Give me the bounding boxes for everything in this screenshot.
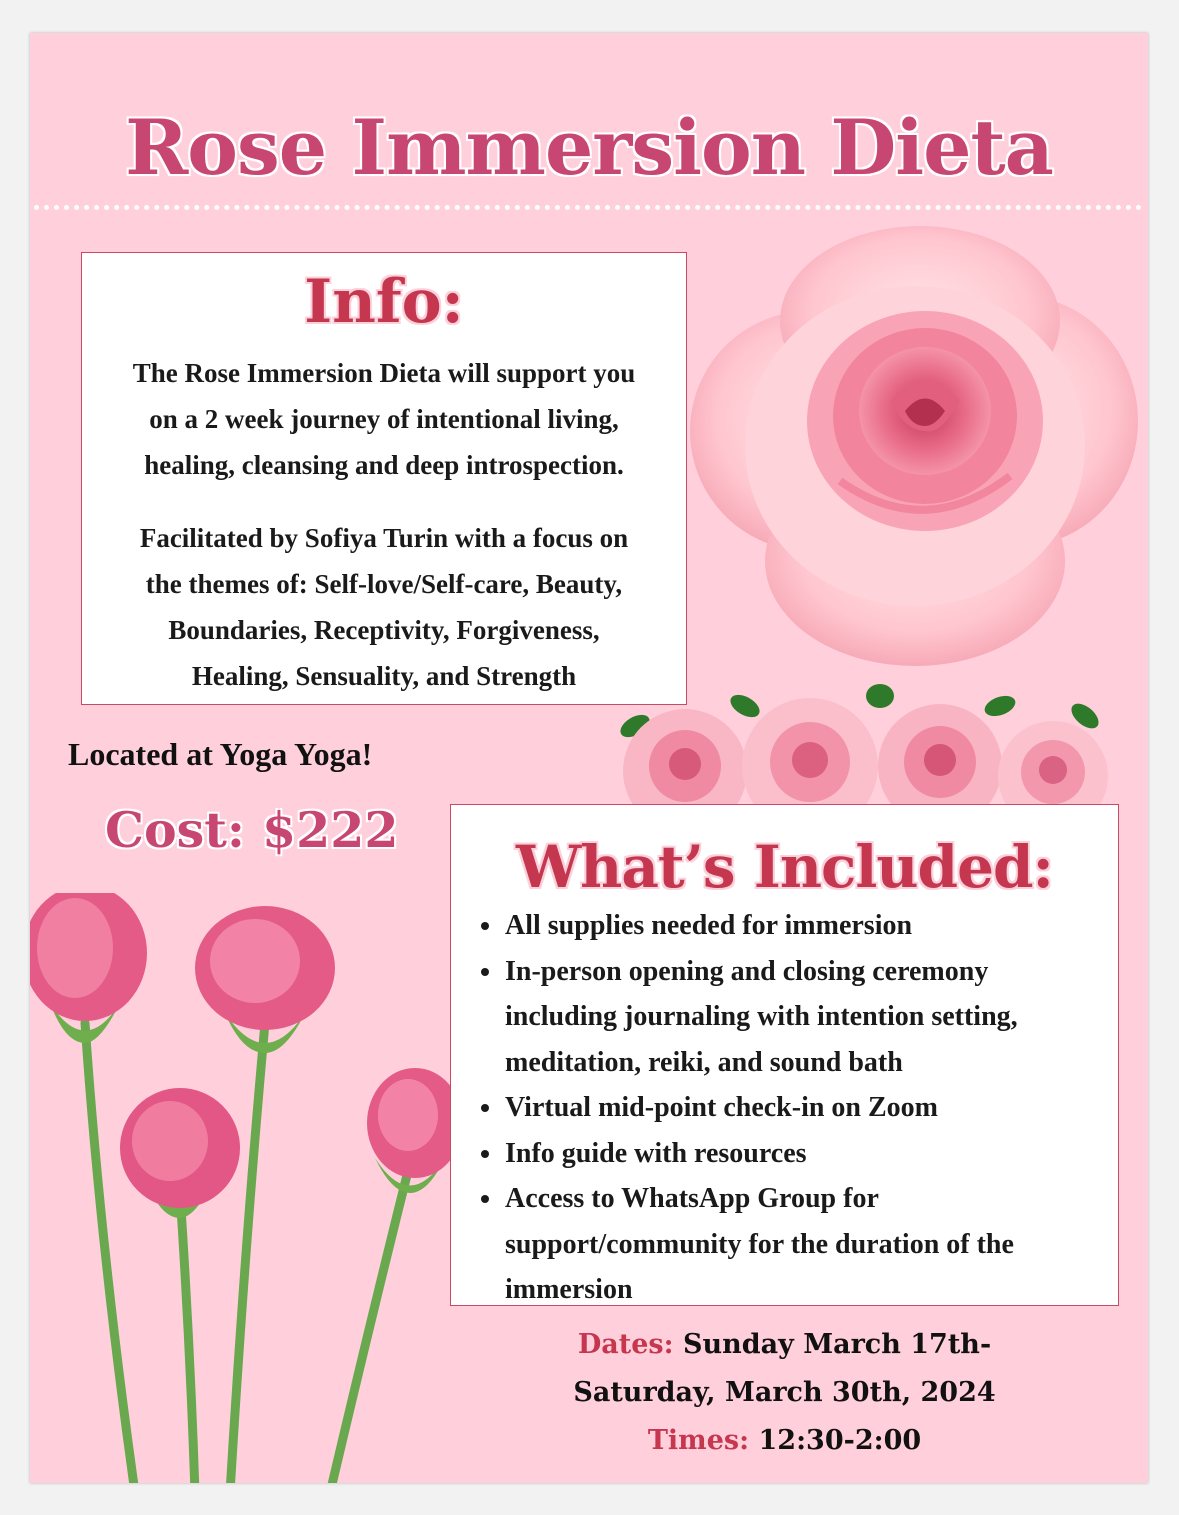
info-description bbox=[82, 350, 686, 488]
info-line: The Rose Immersion Dieta will support you bbox=[132, 358, 636, 388]
pink-rose-bloom-image bbox=[690, 221, 1140, 666]
info-line: the themes of: Self-love/Self-care, Beauty, bbox=[145, 569, 623, 599]
schedule bbox=[450, 1321, 1119, 1465]
included-list bbox=[475, 903, 1102, 1313]
included-box bbox=[450, 804, 1119, 1306]
list-item: All supplies needed for immersion bbox=[475, 903, 1102, 949]
info-facilitator bbox=[82, 515, 686, 699]
list-item: In-person opening and closing ceremony including journaling with intention setting, meditation, reiki, and sound bath bbox=[475, 949, 1102, 1086]
cost-text: Cost: $222 bbox=[105, 801, 399, 859]
dates-label: Dates: bbox=[577, 1329, 674, 1360]
dates-line-1 bbox=[450, 1321, 1119, 1369]
included-heading: What’s Included: bbox=[516, 833, 1053, 901]
list-item: Info guide with resources bbox=[475, 1131, 1102, 1177]
info-line: on a 2 week journey of intentional living, bbox=[149, 404, 619, 434]
info-line: Healing, Sensuality, and Strength bbox=[191, 661, 577, 691]
list-item: Virtual mid-point check-in on Zoom bbox=[475, 1085, 1102, 1131]
list-item: Access to WhatsApp Group for support/community for the duration of the immersion bbox=[475, 1176, 1102, 1313]
info-line: Boundaries, Receptivity, Forgiveness, bbox=[168, 615, 600, 645]
flyer bbox=[30, 33, 1148, 1483]
flyer-title: Rose Immersion Dieta bbox=[125, 103, 1053, 192]
info-line: Facilitated by Sofiya Turin with a focus on bbox=[139, 523, 629, 553]
dates-value-end: Saturday, March 30th, 2024 bbox=[573, 1377, 996, 1408]
times-value: 12:30-2:00 bbox=[758, 1425, 922, 1456]
location-text: Located at Yoga Yoga! bbox=[68, 736, 373, 772]
dotted-divider bbox=[34, 205, 1142, 210]
times-label: Times: bbox=[647, 1425, 750, 1456]
dates-value-start: Sunday March 17th- bbox=[682, 1329, 992, 1360]
info-box bbox=[81, 252, 687, 705]
times-line bbox=[450, 1417, 1119, 1465]
rose-buds-with-stems-image bbox=[30, 893, 455, 1483]
info-heading: Info: bbox=[304, 267, 464, 337]
info-line: healing, cleansing and deep introspection. bbox=[144, 450, 624, 480]
